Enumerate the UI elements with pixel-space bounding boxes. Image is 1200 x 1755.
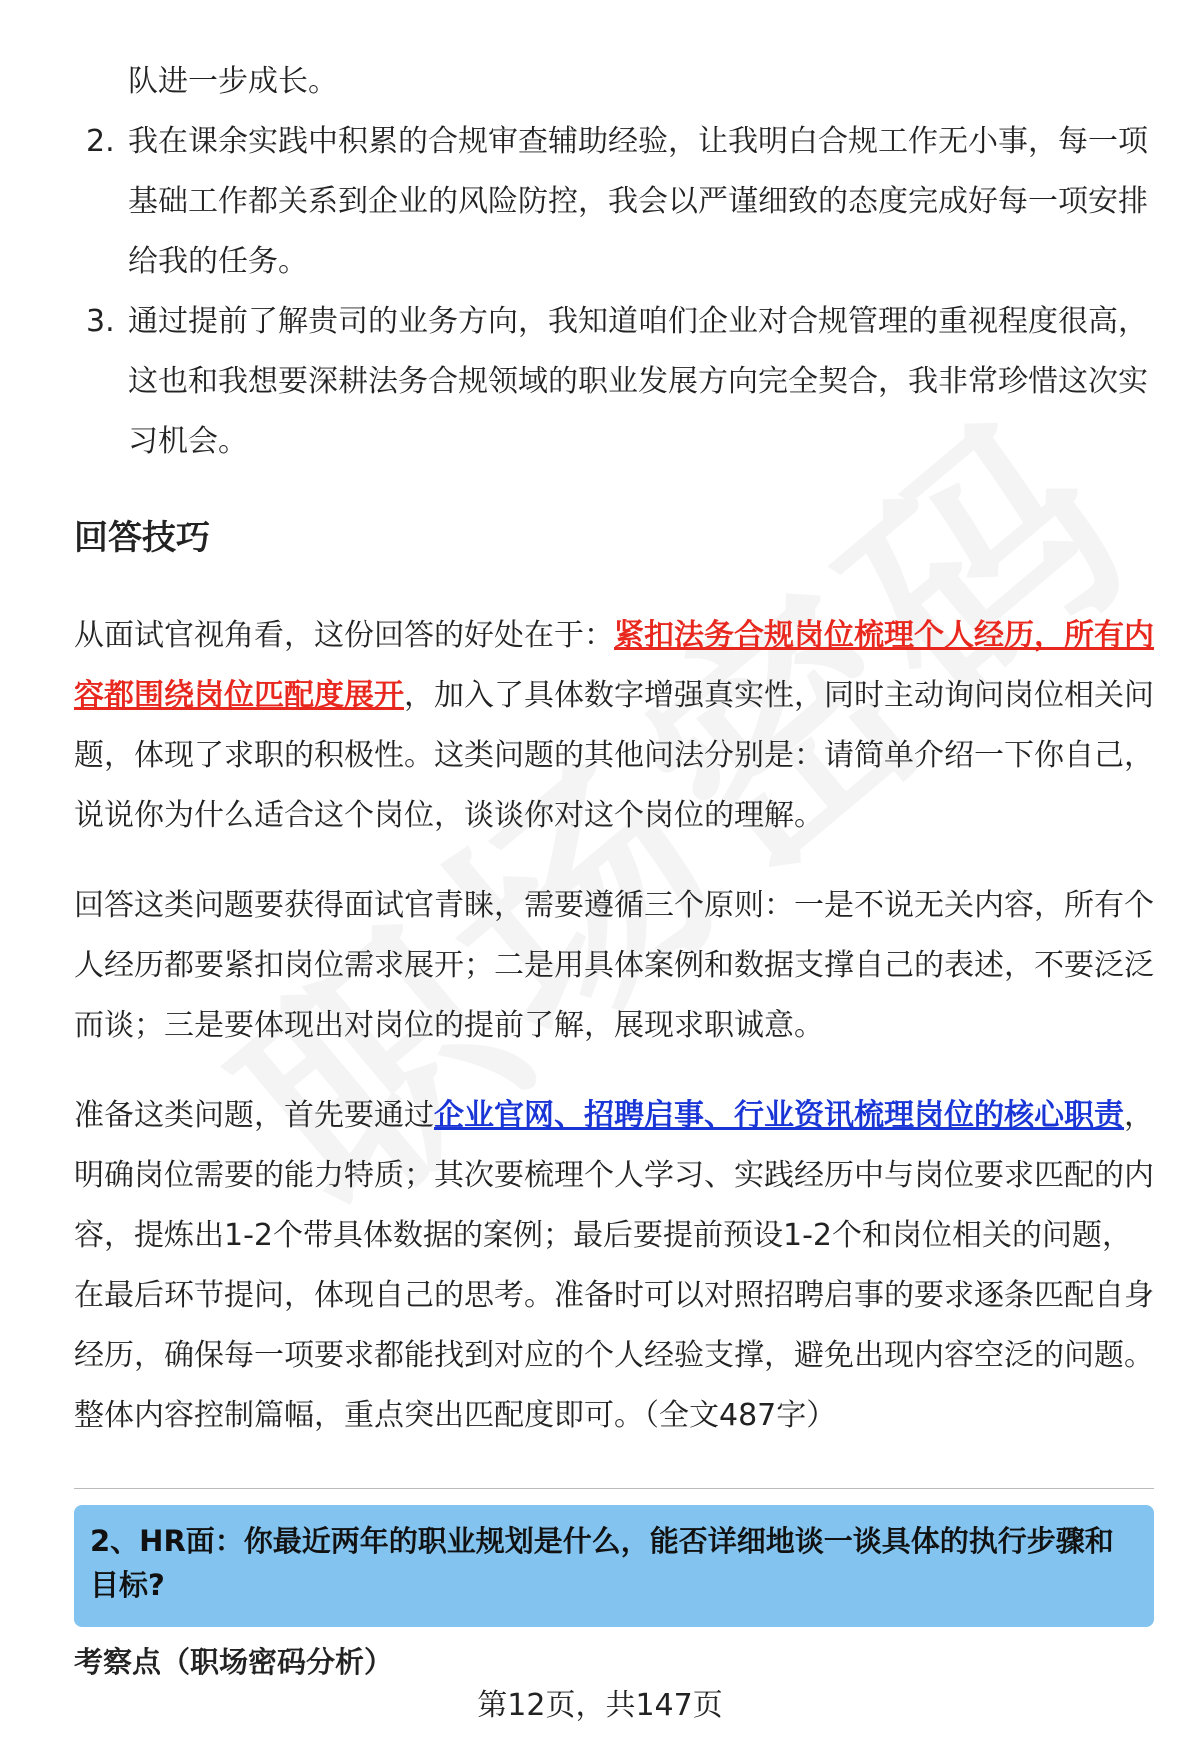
paragraph-text: 从面试官视角看，这份回答的好处在于：: [74, 618, 614, 653]
highlight-blue-link[interactable]: 企业官网、招聘启事、行业资讯梳理岗位的核心职责: [434, 1098, 1124, 1133]
subheading: 考察点（职场密码分析）: [74, 1645, 394, 1679]
list-item: [74, 292, 1154, 472]
paragraph-text: 准备这类问题，首先要通过: [74, 1098, 434, 1133]
list-item-text: 我在课余实践中积累的合规审查辅助经验，让我明白合规工作无小事，每一项基础工作都关系到企业的风险防控，我会以严谨细致的态度完成好每一项安排给我的任务。: [128, 124, 1148, 279]
question-box: [74, 1505, 1154, 1627]
paragraph-2: 回答这类问题要获得面试官青睐，需要遵循三个原则：一是不说无关内容，所有个人经历都要紧扣岗位需求展开；二是用具体案例和数据支撑自己的表述，不要泛泛而谈；三是要体现出对岗位的提前了解，展现求职诚意。: [74, 888, 1154, 1043]
paragraph-text: ，加入了具体数字增强真实性，同时主动询问岗位相关问题，体现了求职的积极性。这类问题的其他问法分别是：请简单介绍一下你自己，说说你为什么适合这个岗位，谈谈你对这个岗位的理解。: [74, 678, 1154, 833]
document-body: [74, 52, 1154, 1476]
paragraph-1: [74, 606, 1154, 846]
list-item-1-continuation: 队进一步成长。: [128, 64, 338, 99]
list-number: 2.: [86, 124, 115, 159]
question-text: 2、HR面：你最近两年的职业规划是什么，能否详细地谈一谈具体的执行步骤和目标?: [90, 1524, 1114, 1602]
divider: [74, 1488, 1154, 1489]
list-item-text: 通过提前了解贵司的业务方向，我知道咱们企业对合规管理的重视程度很高，这也和我想要深耕法务合规领域的职业发展方向完全契合，我非常珍惜这次实习机会。: [128, 304, 1148, 459]
list-number: 3.: [86, 304, 115, 339]
paragraph-text: ，明确岗位需要的能力特质；其次要梳理个人学习、实践经历中与岗位要求匹配的内容，提炼出1-2个带具体数据的案例；最后要提前预设1-2个和岗位相关的问题，在最后环节提问，体现自己的思考。准备时可以对照招聘启事的要求逐条匹配自身经历，确保每一项要求都能找到对应的个人经验支撑，避免出现内容空泛的问题。整体内容控制篇幅，重点突出匹配度即可。（全文487字）: [74, 1098, 1154, 1433]
list-item: [74, 112, 1154, 292]
highlight-red-text: 紧扣法务合规岗位梳理个人经历，所有内容都围绕岗位匹配度展开: [74, 618, 1154, 713]
section-title: 回答技巧: [74, 518, 210, 558]
paragraph-3: [74, 1086, 1154, 1446]
page-footer: 第12页，共147页: [477, 1688, 723, 1723]
